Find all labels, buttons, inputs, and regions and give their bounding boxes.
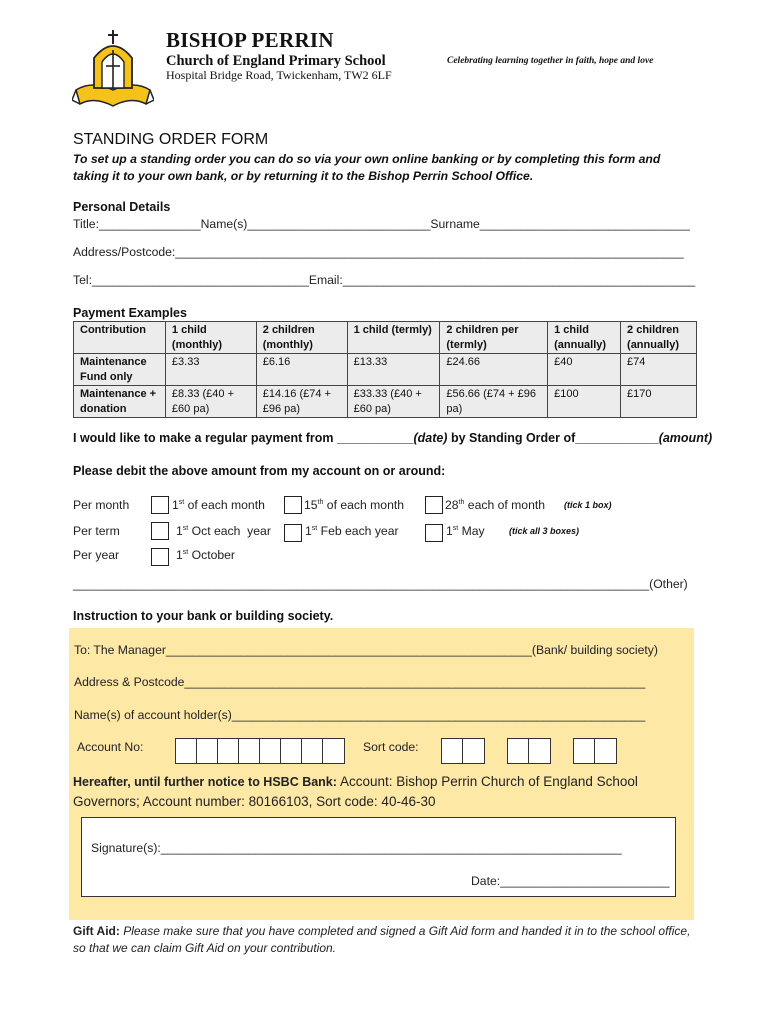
per-year-label: Per year bbox=[73, 548, 120, 562]
hsbc-instruction bbox=[73, 772, 673, 811]
hsbc-heading: Hereafter, until further notice to HSBC Bank: bbox=[73, 775, 337, 789]
per-term-label: Per term bbox=[73, 524, 120, 538]
term-feb-label: 1st Feb each year bbox=[305, 524, 399, 538]
table-header-cell: 2 children per (termly) bbox=[440, 322, 548, 354]
table-cell: £14.16 (£74 + £96 pa) bbox=[256, 386, 347, 418]
month-28th-label: 28th each of month bbox=[445, 498, 546, 512]
table-cell: £170 bbox=[621, 386, 697, 418]
signature-field[interactable]: Signature(s):____________________________________________________________________ bbox=[91, 841, 622, 855]
hsbc-details: Account: Bishop Perrin Church of England School Governors; Account number: 80166103, Sort code: 40-46-30 bbox=[73, 774, 638, 809]
tick-all-note: (tick all 3 boxes) bbox=[509, 526, 580, 536]
personal-details-heading: Personal Details bbox=[73, 200, 171, 214]
school-address: Hospital Bridge Road, Twickenham, TW2 6LF bbox=[166, 68, 392, 82]
amount-label: (amount) bbox=[658, 431, 713, 445]
payment-examples-table bbox=[73, 321, 697, 418]
table-header-cell: 1 child (monthly) bbox=[165, 322, 256, 354]
sort-code-boxes-2[interactable] bbox=[507, 738, 551, 764]
bank-instruction-heading: Instruction to your bank or building society. bbox=[73, 609, 334, 623]
table-cell: £3.33 bbox=[165, 354, 256, 386]
table-header-cell: 2 children (monthly) bbox=[256, 322, 347, 354]
month-1st-label: 1st of each month bbox=[172, 498, 265, 512]
school-subtitle: Church of England Primary School bbox=[166, 53, 386, 69]
payment-examples-heading: Payment Examples bbox=[73, 306, 187, 320]
gift-aid-note bbox=[73, 923, 698, 957]
table-cell: £33.33 (£40 + £60 pa) bbox=[347, 386, 440, 418]
month-15th-label: 15th of each month bbox=[304, 498, 405, 512]
address-postcode-field[interactable]: Address/Postcode:___________________________________________________________________________ bbox=[73, 245, 684, 259]
regular-payment-line[interactable] bbox=[73, 431, 712, 445]
table-row bbox=[74, 386, 697, 418]
school-crest-logo bbox=[72, 28, 154, 112]
account-holders-field[interactable]: Name(s) of account holder(s)_____________________________________________________________ bbox=[74, 708, 646, 722]
month-28th-checkbox[interactable] bbox=[425, 496, 443, 514]
term-oct-checkbox[interactable] bbox=[151, 522, 169, 540]
table-cell: £8.33 (£40 + £60 pa) bbox=[165, 386, 256, 418]
year-oct-label: 1st October bbox=[176, 548, 235, 562]
table-cell: £13.33 bbox=[347, 354, 440, 386]
tel-email-field[interactable]: Tel:________________________________Email:____________________________________________________ bbox=[73, 273, 696, 287]
form-title: STANDING ORDER FORM bbox=[73, 131, 269, 148]
term-feb-checkbox[interactable] bbox=[284, 524, 302, 542]
table-cell: £6.16 bbox=[256, 354, 347, 386]
table-header-cell: Contribution bbox=[74, 322, 166, 354]
sort-code-boxes-1[interactable] bbox=[441, 738, 485, 764]
account-number-boxes[interactable] bbox=[175, 738, 345, 764]
table-row bbox=[74, 354, 697, 386]
sort-code-label: Sort code: bbox=[363, 740, 419, 754]
table-cell: Maintenance + donation bbox=[74, 386, 166, 418]
per-month-label: Per month bbox=[73, 498, 130, 512]
table-cell: £74 bbox=[621, 354, 697, 386]
sort-code-boxes-3[interactable] bbox=[573, 738, 617, 764]
school-name: BISHOP PERRIN bbox=[166, 28, 334, 52]
standing-order-of: by Standing Order of____________ bbox=[447, 431, 659, 445]
debit-instruction: Please debit the above amount from my account on or around: bbox=[73, 464, 446, 478]
to-manager-field[interactable]: To: The Manager______________________________________________________(Bank/ building society) bbox=[74, 643, 658, 657]
school-motto: Celebrating learning together in faith, hope and love bbox=[447, 56, 654, 66]
other-field[interactable]: _____________________________________________________________________________________(Other) bbox=[73, 577, 688, 591]
table-cell: £40 bbox=[548, 354, 621, 386]
account-no-label: Account No: bbox=[77, 740, 144, 754]
date-label: (date) bbox=[413, 431, 448, 445]
table-cell: £100 bbox=[548, 386, 621, 418]
table-header-row bbox=[74, 322, 697, 354]
month-15th-checkbox[interactable] bbox=[284, 496, 302, 514]
year-oct-checkbox[interactable] bbox=[151, 548, 169, 566]
term-may-label: 1st May bbox=[446, 524, 485, 538]
table-header-cell: 1 child (termly) bbox=[347, 322, 440, 354]
bank-address-field[interactable]: Address & Postcode____________________________________________________________________ bbox=[74, 675, 646, 689]
term-may-checkbox[interactable] bbox=[425, 524, 443, 542]
title-name-surname-field[interactable]: Title:_______________Name(s)___________________________Surname_______________________________ bbox=[73, 217, 690, 231]
table-header-cell: 1 child (annually) bbox=[548, 322, 621, 354]
tick-one-note: (tick 1 box) bbox=[564, 500, 612, 510]
table-header-cell: 2 children (annually) bbox=[621, 322, 697, 354]
form-intro: To set up a standing order you can do so via your own online banking or by completing this form and taking it to your own bank, or by returning it to the Bishop Perrin School Office. bbox=[73, 152, 661, 183]
month-1st-checkbox[interactable] bbox=[151, 496, 169, 514]
table-cell: Maintenance Fund only bbox=[74, 354, 166, 386]
term-oct-label: 1st Oct each year bbox=[176, 524, 271, 538]
table-cell: £24.66 bbox=[440, 354, 548, 386]
gift-aid-text: Please make sure that you have completed and signed a Gift Aid form and handed it in to the school office, so that we can claim Gift Aid on your contribution. bbox=[73, 924, 691, 955]
table-cell: £56.66 (£74 + £96 pa) bbox=[440, 386, 548, 418]
date-field[interactable]: Date:_________________________ bbox=[471, 874, 670, 888]
gift-aid-label: Gift Aid: bbox=[73, 924, 120, 938]
regular-payment-from: I would like to make a regular payment from ___________ bbox=[73, 431, 414, 445]
